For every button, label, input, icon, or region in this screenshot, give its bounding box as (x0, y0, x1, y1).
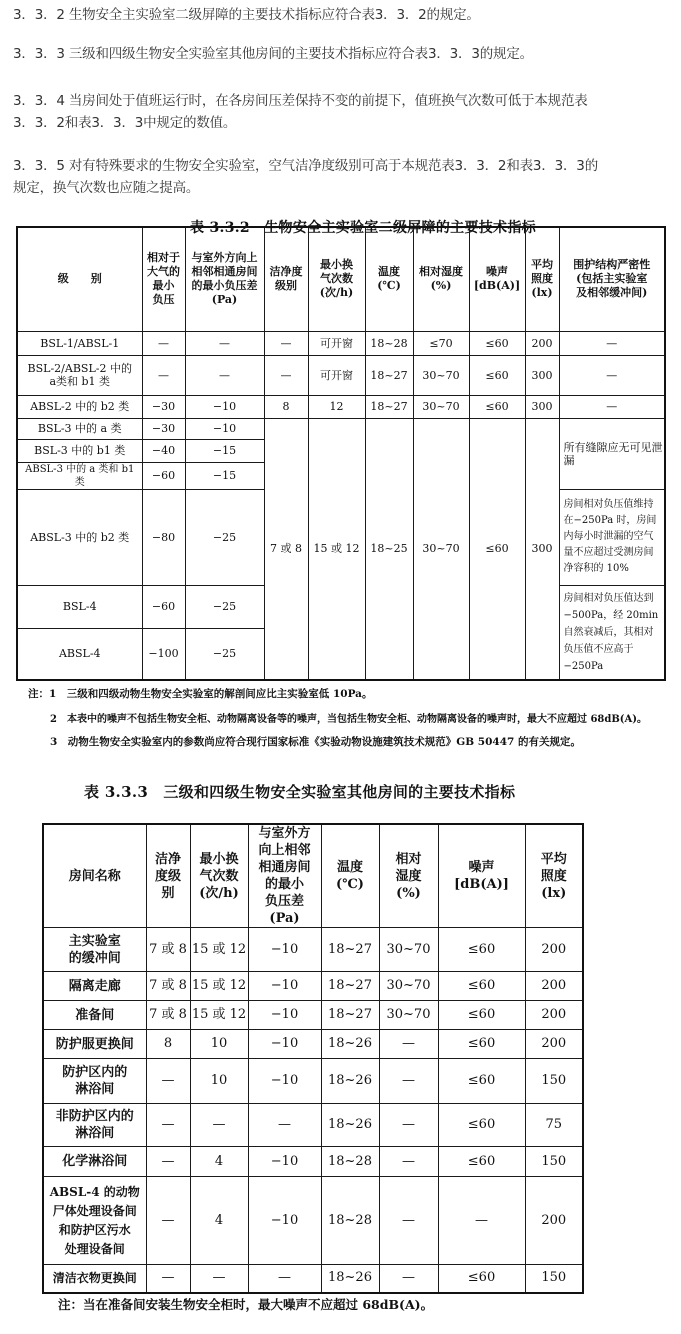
table-row (43, 1059, 583, 1104)
cell-ach-merged: 15 或 12 (308, 418, 365, 680)
table-row (43, 1030, 583, 1059)
cell-temp: 18~26 (321, 1030, 379, 1059)
cell-diff: — (185, 355, 264, 395)
cell-diff: −15 (185, 439, 264, 462)
table-row (17, 355, 665, 395)
cell-ach: 可开窗 (308, 331, 365, 355)
cell-rh: 30~70 (413, 355, 469, 395)
cell-clean: — (146, 1177, 190, 1265)
header-humidity: 相对湿度 (%) (413, 227, 469, 331)
cell-clean: 8 (146, 1030, 190, 1059)
cell-rh: — (379, 1104, 438, 1147)
cell-noise: ≤60 (438, 1265, 525, 1293)
cell-diff: −10 (185, 395, 264, 418)
cell-noise: ≤60 (438, 972, 525, 1001)
cell-tightness: — (559, 355, 665, 395)
cell-diff: −25 (185, 489, 264, 585)
clause-3-3-4-line1: 3．3．4 当房间处于值班运行时，在各房间压差保持不变的前提下，值班换气次数可低于本规范表 (13, 93, 588, 109)
cell-temp: 18~27 (321, 1001, 379, 1030)
cell-diff: −10 (185, 418, 264, 439)
cell-diff: −10 (248, 928, 321, 972)
header-min-pressure-diff: 与室外方向上 相邻相通房间 的最小负压差 (Pa) (185, 227, 264, 331)
cell-rh: 30~70 (379, 1001, 438, 1030)
cell-tightness-absl3-b2: 房间相对负压值维持在−250Pa 时，房间内每小时泄漏的空气量不应超过受测房间净容积的 10% (559, 489, 665, 585)
cell-clean: — (146, 1147, 190, 1177)
cell-lux: 150 (525, 1265, 583, 1293)
header-cleanliness: 洁净度 级别 (264, 227, 308, 331)
clause-3-3-2: 3．3．2 生物安全主实验室二级屏障的主要技术指标应符合表3．3．2的规定。 (13, 7, 480, 23)
table-header-row (17, 227, 665, 331)
cell-diff: −10 (248, 1001, 321, 1030)
cell-room-name: 主实验室 的缓冲间 (43, 928, 146, 972)
cell-lux: 200 (525, 331, 559, 355)
cell-rh: — (379, 1059, 438, 1104)
cell-rh-merged: 30~70 (413, 418, 469, 680)
table-row (43, 928, 583, 972)
cell-clean: 7 或 8 (146, 1001, 190, 1030)
header-cleanliness: 洁净 度级 别 (146, 824, 190, 928)
cell-min-neg: −30 (142, 395, 185, 418)
cell-diff: — (248, 1104, 321, 1147)
header-level: 级 别 (17, 227, 142, 331)
cell-rh: 30~70 (379, 928, 438, 972)
cell-diff: −10 (248, 1177, 321, 1265)
cell-level: BSL-4 (17, 585, 142, 628)
table-row (43, 1265, 583, 1293)
cell-rh: — (379, 1265, 438, 1293)
cell-temp: 18~27 (365, 395, 413, 418)
clause-3-3-3: 3．3．3 三级和四级生物安全实验室其他房间的主要技术指标应符合表3．3．3的规定。 (13, 46, 533, 62)
cell-clean: — (146, 1265, 190, 1293)
table-row (43, 1104, 583, 1147)
cell-noise: ≤60 (438, 928, 525, 972)
cell-tightness: — (559, 395, 665, 418)
cell-temp: 18~26 (321, 1265, 379, 1293)
cell-clean-merged: 7 或 8 (264, 418, 308, 680)
table-3-3-2-note-1: 注：1 三级和四级动物生物安全实验室的解剖间应比主实验室低 10Pa。 (28, 688, 373, 700)
cell-diff: −10 (248, 1059, 321, 1104)
cell-room-name: 化学淋浴间 (43, 1147, 146, 1177)
header-air-changes: 最小换 气次数 (次/h) (308, 227, 365, 331)
cell-lux: 150 (525, 1059, 583, 1104)
cell-noise: ≤60 (438, 1147, 525, 1177)
cell-level: ABSL-3 中的 a 类和 b1 类 (17, 462, 142, 489)
table-3-3-2-note-3: 3 动物生物安全实验室内的参数尚应符合现行国家标准《实验动物设施建筑技术规范》GB 50447 的有关规定。 (50, 736, 581, 748)
table-row (17, 331, 665, 355)
cell-ach: 15 或 12 (190, 1001, 248, 1030)
cell-tightness-bsl4: 房间相对负压值达到−500Pa，经 20min 自然衰减后，其相对负压值不应高于−250Pa (559, 585, 665, 680)
cell-ach: 4 (190, 1147, 248, 1177)
header-tightness: 围护结构严密性 (包括主实验室 及相邻缓冲间) (559, 227, 665, 331)
table-row (17, 418, 665, 439)
cell-noise-merged: ≤60 (469, 418, 525, 680)
table-row (43, 1177, 583, 1265)
cell-clean: 7 或 8 (146, 972, 190, 1001)
cell-level: ABSL-2 中的 b2 类 (17, 395, 142, 418)
cell-lux: 200 (525, 972, 583, 1001)
clause-3-3-4-line2: 3．3．2和表3．3．3中规定的数值。 (13, 115, 237, 131)
cell-lux: 200 (525, 1001, 583, 1030)
header-illuminance: 平均 照度 (lx) (525, 824, 583, 928)
cell-diff: — (248, 1265, 321, 1293)
cell-min-neg: — (142, 331, 185, 355)
cell-rh: 30~70 (413, 395, 469, 418)
cell-noise: ≤60 (438, 1030, 525, 1059)
cell-noise: ≤60 (469, 395, 525, 418)
header-noise: 噪声 [dB(A)] (438, 824, 525, 928)
cell-level: BSL-2/ABSL-2 中的 a类和 b1 类 (17, 355, 142, 395)
cell-ach: 15 或 12 (190, 972, 248, 1001)
cell-min-neg: −100 (142, 628, 185, 680)
cell-noise: ≤60 (438, 1001, 525, 1030)
cell-temp: 18~26 (321, 1059, 379, 1104)
cell-lux: 300 (525, 395, 559, 418)
cell-temp: 18~26 (321, 1104, 379, 1147)
cell-temp-merged: 18~25 (365, 418, 413, 680)
header-room-name: 房间名称 (43, 824, 146, 928)
cell-clean: — (146, 1059, 190, 1104)
table-3-3-2-note-2: 2 本表中的噪声不包括生物安全柜、动物隔离设备等的噪声，当包括生物安全柜、动物隔离设备的噪声时，最大不应超过 68dB(A)。 (50, 714, 648, 725)
cell-tightness-bsl3: 所有缝隙应无可见泄漏 (559, 418, 665, 489)
cell-diff: −10 (248, 1147, 321, 1177)
cell-temp: 18~27 (321, 928, 379, 972)
cell-lux: 150 (525, 1147, 583, 1177)
cell-diff: −10 (248, 972, 321, 1001)
cell-temp: 18~27 (365, 355, 413, 395)
cell-tightness: — (559, 331, 665, 355)
cell-min-neg: −60 (142, 585, 185, 628)
cell-diff: −15 (185, 462, 264, 489)
table-3-3-2-title: 表 3.3.2 生物安全主实验室二级屏障的主要技术指标 (190, 220, 536, 236)
table-row (43, 972, 583, 1001)
cell-clean: 7 或 8 (146, 928, 190, 972)
cell-level: BSL-3 中的 a 类 (17, 418, 142, 439)
cell-lux: 200 (525, 1030, 583, 1059)
cell-min-neg: −60 (142, 462, 185, 489)
cell-ach: 12 (308, 395, 365, 418)
cell-room-name: 清洁衣物更换间 (43, 1265, 146, 1293)
cell-level: BSL-3 中的 b1 类 (17, 439, 142, 462)
table-3-3-3 (42, 823, 584, 1294)
cell-lux: 200 (525, 1177, 583, 1265)
table-row (43, 1001, 583, 1030)
header-illuminance: 平均 照度 (lx) (525, 227, 559, 331)
cell-level: ABSL-3 中的 b2 类 (17, 489, 142, 585)
cell-ach: — (190, 1265, 248, 1293)
cell-rh: — (379, 1147, 438, 1177)
cell-lux: 200 (525, 928, 583, 972)
cell-ach: — (190, 1104, 248, 1147)
cell-clean: — (264, 355, 308, 395)
cell-temp: 18~28 (321, 1177, 379, 1265)
cell-clean: 8 (264, 395, 308, 418)
header-noise: 噪声 [dB(A)] (469, 227, 525, 331)
table-3-3-2 (16, 226, 666, 681)
table-header-row (43, 824, 583, 928)
header-temperature: 温度 (℃) (321, 824, 379, 928)
cell-noise: ≤60 (438, 1104, 525, 1147)
cell-ach: 15 或 12 (190, 928, 248, 972)
table-row (43, 1147, 583, 1177)
clause-3-3-5-line2: 规定，换气次数也应随之提高。 (13, 180, 200, 196)
cell-rh: ≤70 (413, 331, 469, 355)
cell-ach: 可开窗 (308, 355, 365, 395)
cell-diff: −25 (185, 585, 264, 628)
cell-min-neg: −30 (142, 418, 185, 439)
cell-level: BSL-1/ABSL-1 (17, 331, 142, 355)
cell-min-neg: −80 (142, 489, 185, 585)
cell-lux: 300 (525, 355, 559, 395)
cell-clean: — (146, 1104, 190, 1147)
header-temperature: 温度 (℃) (365, 227, 413, 331)
cell-diff: −10 (248, 1030, 321, 1059)
cell-level: ABSL-4 (17, 628, 142, 680)
table-3-3-3-note: 注：当在准备间安装生物安全柜时，最大噪声不应超过 68dB(A)。 (58, 1297, 434, 1312)
cell-min-neg: — (142, 355, 185, 395)
cell-lux-merged: 300 (525, 418, 559, 680)
cell-temp: 18~28 (365, 331, 413, 355)
cell-noise: ≤60 (438, 1059, 525, 1104)
cell-room-name: 非防护区内的 淋浴间 (43, 1104, 146, 1147)
cell-room-name: ABSL-4 的动物 尸体处理设备间 和防护区污水 处理设备间 (43, 1177, 146, 1265)
table-3-3-3-title: 表 3.3.3 三级和四级生物安全实验室其他房间的主要技术指标 (84, 783, 516, 801)
cell-rh: 30~70 (379, 972, 438, 1001)
header-min-pressure-diff: 与室外方 向上相邻 相通房间 的最小 负压差 (Pa) (248, 824, 321, 928)
cell-noise: — (438, 1177, 525, 1265)
cell-room-name: 隔离走廊 (43, 972, 146, 1001)
cell-temp: 18~28 (321, 1147, 379, 1177)
cell-room-name: 防护服更换间 (43, 1030, 146, 1059)
cell-noise: ≤60 (469, 355, 525, 395)
clause-3-3-5-line1: 3．3．5 对有特殊要求的生物安全实验室，空气洁净度级别可高于本规范表3．3．2和表3．3．3的 (13, 158, 598, 174)
header-humidity: 相对 湿度 (%) (379, 824, 438, 928)
cell-temp: 18~27 (321, 972, 379, 1001)
cell-ach: 10 (190, 1030, 248, 1059)
cell-room-name: 准备间 (43, 1001, 146, 1030)
cell-rh: — (379, 1030, 438, 1059)
cell-lux: 75 (525, 1104, 583, 1147)
header-air-changes: 最小换 气次数 (次/h) (190, 824, 248, 928)
cell-ach: 10 (190, 1059, 248, 1104)
cell-rh: — (379, 1177, 438, 1265)
cell-noise: ≤60 (469, 331, 525, 355)
cell-min-neg: −40 (142, 439, 185, 462)
cell-clean: — (264, 331, 308, 355)
table-row (17, 395, 665, 418)
header-min-negative-pressure: 相对于 大气的 最小 负压 (142, 227, 185, 331)
cell-ach: 4 (190, 1177, 248, 1265)
cell-diff: −25 (185, 628, 264, 680)
cell-room-name: 防护区内的 淋浴间 (43, 1059, 146, 1104)
cell-diff: — (185, 331, 264, 355)
